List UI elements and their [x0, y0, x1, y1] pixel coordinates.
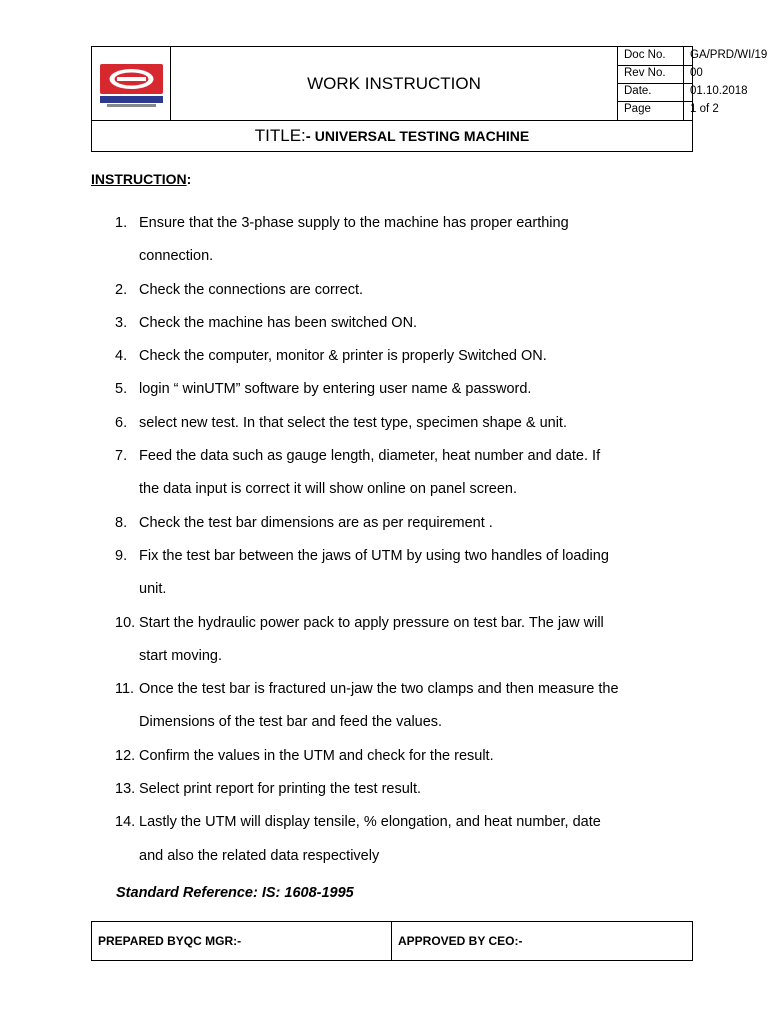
step-text-line: the data input is correct it will show online on panel screen.: [139, 481, 518, 498]
instruction-step: [115, 340, 675, 373]
step-number: 11.: [115, 681, 135, 698]
step-text-line: Confirm the values in the UTM and check for the result.: [139, 747, 494, 764]
step-text-line: start moving.: [139, 647, 222, 664]
meta-key: Rev No.: [624, 67, 666, 79]
approved-by-cell: APPROVED BY CEO:-: [398, 934, 523, 948]
step-number: 13.: [115, 781, 136, 798]
step-number: 14.: [115, 814, 136, 831]
instruction-step: [115, 307, 675, 340]
step-text-line: unit.: [139, 581, 167, 598]
instruction-step: [115, 274, 675, 307]
step-number: 10.: [115, 614, 136, 631]
instruction-step: [115, 407, 675, 440]
instruction-step: [115, 540, 675, 607]
title-dash: -: [305, 127, 311, 145]
step-text-line: Ensure that the 3-phase supply to the machine has proper earthing: [139, 215, 569, 231]
step-number: 8.: [115, 514, 128, 531]
meta-key: Doc No.: [624, 49, 666, 61]
step-text-line: Fix the test bar between the jaws of UTM by using two handles of loading: [139, 547, 609, 564]
instruction-heading: [91, 171, 191, 187]
meta-row-date: [618, 83, 768, 101]
logo-cell: [92, 47, 171, 120]
step-text-line: login “ winUTM” software by entering user name & password.: [139, 381, 532, 398]
footer-table: [91, 921, 693, 961]
meta-value: 1 of 2: [690, 103, 719, 115]
step-text-line: Start the hydraulic power pack to apply pressure on test bar. The jaw will: [139, 614, 604, 631]
meta-row-page: [618, 101, 768, 119]
step-number: 9.: [115, 547, 128, 564]
document-title: UNIVERSAL TESTING MACHINE: [314, 128, 530, 144]
instruction-step: [115, 607, 675, 674]
step-text-line: connection.: [139, 248, 214, 265]
step-text-line: Check the test bar dimensions are as per requirement .: [139, 514, 493, 531]
step-text-line: Check the connections are correct.: [139, 281, 364, 298]
meta-value: 01.10.2018: [690, 85, 748, 97]
step-text-line: Select print report for printing the test result.: [139, 781, 422, 798]
step-text-line: Feed the data such as gauge length, diameter, heat number and date. If: [139, 448, 601, 465]
step-number: 6.: [115, 414, 128, 431]
title-label: TITLE:: [254, 126, 306, 145]
step-text-line: Check the machine has been switched ON.: [139, 314, 418, 331]
meta-value: 00: [690, 67, 703, 79]
step-text-line: Once the test bar is fractured un-jaw the two clamps and then measure the: [139, 681, 619, 698]
instruction-step: [115, 207, 675, 274]
step-number: 1.: [115, 215, 128, 231]
step-text-line: Lastly the UTM will display tensile, % elongation, and heat number, date: [139, 814, 601, 831]
instruction-step: [115, 740, 675, 773]
step-text-line: Check the computer, monitor & printer is properly Switched ON.: [139, 348, 547, 365]
step-number: 7.: [115, 448, 128, 465]
meta-key: Date.: [624, 85, 652, 97]
step-text-line: select new test. In that select the test type, specimen shape & unit.: [139, 414, 567, 431]
standard-reference: Standard Reference: IS: 1608-1995: [116, 885, 354, 901]
document-type-heading: WORK INSTRUCTION: [171, 47, 618, 120]
footer-divider: [391, 922, 392, 960]
instruction-step: [115, 673, 675, 740]
company-logo-icon: [99, 62, 164, 110]
instruction-heading-colon: :: [186, 171, 192, 187]
meta-row-rev-no: [618, 65, 768, 83]
meta-value: GA/PRD/WI/19: [690, 49, 768, 61]
step-number: 4.: [115, 348, 128, 365]
instruction-step: [115, 507, 675, 540]
step-number: 3.: [115, 314, 128, 331]
instruction-step: [115, 806, 675, 873]
step-number: 2.: [115, 281, 128, 298]
step-number: 5.: [115, 381, 128, 398]
meta-row-doc-no: [618, 47, 768, 65]
instruction-step: [115, 773, 675, 806]
step-number: 12.: [115, 747, 136, 764]
instruction-list: [115, 207, 675, 873]
header-table: [91, 46, 768, 152]
step-text-line: Dimensions of the test bar and feed the values.: [139, 714, 443, 731]
prepared-by-cell: PREPARED BYQC MGR:-: [98, 934, 242, 948]
instruction-step: [115, 440, 675, 507]
meta-key: Page: [624, 103, 651, 115]
instruction-heading-text: INSTRUCTION: [91, 171, 187, 187]
title-row: [92, 120, 692, 151]
step-text-line: and also the related data respectively: [139, 847, 380, 864]
instruction-step: [115, 373, 675, 406]
